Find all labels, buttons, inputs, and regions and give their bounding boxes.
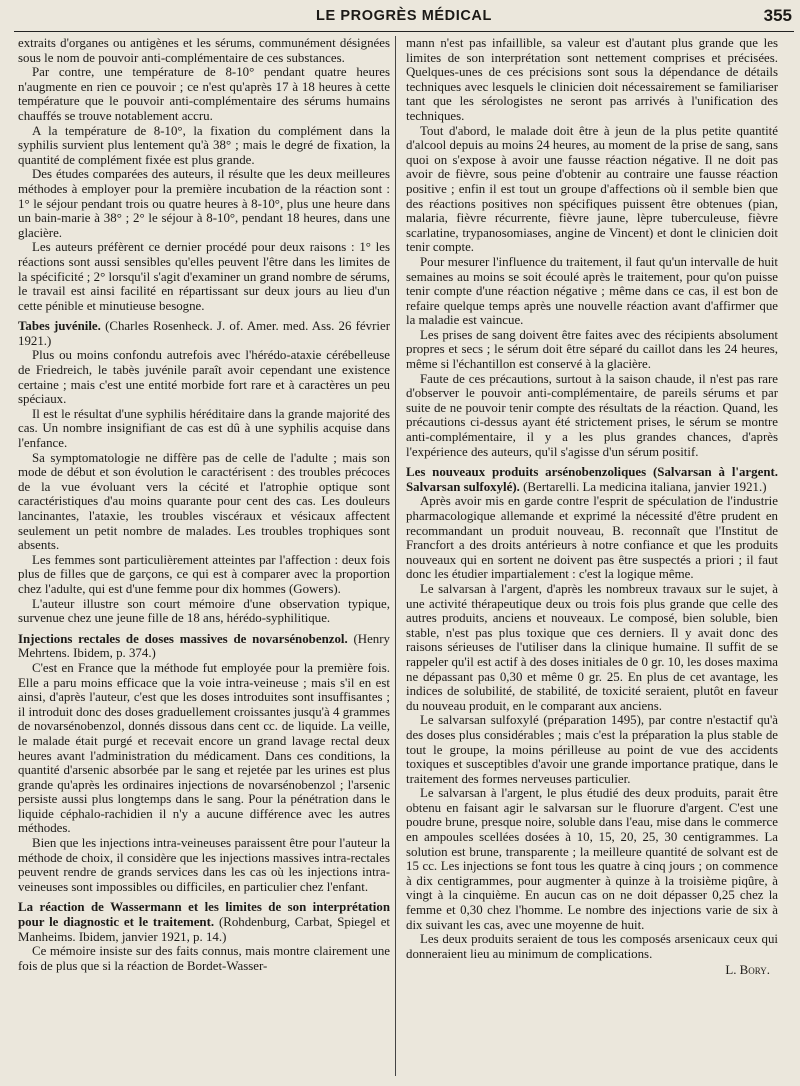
paragraph: Par contre, une température de 8-10° pendant quatre heures n'augmente en rien ce pouvoir ; ce n'est qu'après 17 à 18 heures à cette température que le pouvoir anti-complémentaire des sérums humains chauffés se trouve notablement accru. (18, 65, 390, 123)
article-title: Injections rectales de doses massives de novarsénobenzol. (18, 631, 348, 646)
column-divider (395, 36, 396, 1076)
paragraph: L'auteur illustre son court mémoire d'une observation typique, survenue chez une jeune fille de 18 ans, hérédo-syphilitique. (18, 596, 390, 626)
paragraph: Le salvarsan à l'argent, d'après les nombreux travaux sur le sujet, à une activité thérapeutique deux ou trois fois plus grande que celle des autres produits, anciens et nouveaux. Le composé, bien soluble, bien stable, n'est pas plus toxique que ces derniers. Il y avait donc des raisons sérieuses de l'utiliser dans la clinique humaine. Il suffit de se rappeler qu'il est actif à des doses initiales de 0 gr. 10, les doses maxima ne dépassant pas 0,30 et même 0 gr. 25. En plus de cet avantage, les indices de solubilité, de stabilité, de toxicité seraient, plutôt en faveur du nouveau produit, en le comparant aux anciens. (406, 581, 778, 713)
paragraph: C'est en France que la méthode fut employée pour la première fois. Elle a paru moins efficace que la voie intra-veineuse ; mais s'il en est ainsi, d'après l'auteur, c'est que les doses introduites sont insuffisantes ; il introduit donc des doses graduellement croissantes jusqu'à 4 grammes de novarsénobenzol, donnés dissous dans cent cc. de liquide. La veille, le malade était purgé et recevait encore un grand lavage rectal deux heures avant l'administration du médicament. Dans ces conditions, la quantité d'arsenic absorbée par le sang et rejetée par les urines est plus grande qu'après les ordinaires injections de novarsénobenzol ; l'arsenic persiste aussi plus longtemps dans le sang. Pour la pénétration dans le liquide céphalo-rachidien il n'y a aucune différence avec les autres méthodes. (18, 660, 390, 836)
article-reaction-wassermann (18, 900, 390, 973)
paragraph: Tout d'abord, le malade doit être à jeun de la plus petite quantité d'alcool depuis au moins 24 heures, au moment de la prise de sang, sans quoi on s'expose à avoir une fausse réaction négative. Il ne doit pas avoir de fièvre, sous peine d'obtenir au contraire une fausse réaction positive ; enfin il est tout un groupe d'affections où il semble bien que des réactions positives non spécifiques puissent être obtenues (pian, malaria, fièvre récurrente, fièvre jaune, lèpre tuberculeuse, fièvre scarlatine, trypanosomiases, angine de Vincent) et dont le clinicien doit tenir compte. (406, 123, 778, 255)
paragraph: Les femmes sont particulièrement atteintes par l'affection : deux fois plus de filles que de garçons, ce qui est à comparer avec la proportion chez l'adulte, qui est d'une femme pour dix hommes (Gowers). (18, 552, 390, 596)
paragraph: Le salvarsan sulfoxylé (préparation 1495), par contre n'estactif qu'à des doses plus considérables ; mais c'est la préparation la plus stable de tout le groupe, la moins périlleuse au point de vue des accidents toxiques et susceptibles d'avoir une grande importance pratique, dans le traitement des formes nerveuses particulier. (406, 713, 778, 786)
paragraph: Les prises de sang doivent être faites avec des récipients absolument propres et secs ; le sérum doit être séparé du caillot dans les 24 heures, même si l'échantillon est conservé à la glacière. (406, 327, 778, 372)
paragraph: Pour mesurer l'influence du traitement, il faut qu'un intervalle de huit semaines au moins se soit écoulé après le traitement, pour qu'on puisse tenir compte d'une réaction négative ; même dans ce cas, il est bon de refaire quelque temps après une nouvelle réaction avant d'affirmer que la maladie est vaincue. (406, 254, 778, 328)
paragraph: Après avoir mis en garde contre l'esprit de spéculation de l'industrie pharmacologique allemande et exprimé la nécessité d'être prudent en recommandant un produit nouveau, B. reconnaît que l'Institut de Francfort a des droits antérieurs à notre confiance et que les produits nouveaux qui en sortent ne doivent pas être suspectés a priori ; il faut donc les étudier impartialement : c'est la logique même. (406, 494, 778, 582)
paragraph: Le salvarsan à l'argent, le plus étudié des deux produits, parait être obtenu en faisant agir le salvarsan sur le fluorure d'argent. C'est une poudre brune, presque noire, soluble dans l'eau, mise dans le commerce en ampoules scellées dosées à 10, 15, 20, 25, 30 centigrammes. La solution est brune, transparente ; la meilleure quantité de solvant est de 15 cc. Les injections se font tous les quatre à cinq jours ; on commence à dix centigrammes, pour augmenter à quinze à la troisième piqûre, à vingt à la cinquième. En aucun cas on ne doit dépasser 0,25 chez la femme et 0,30 chez l'homme. Le nombre des injections varie de six à dix suivant les cas, avec une moyenne de huit. (406, 786, 778, 932)
article-salvarsan (406, 465, 778, 978)
paragraph: Des études comparées des auteurs, il résulte que les deux meilleures méthodes à employer pour la première incubation de la réaction sont : 1° le séjour pendant trois ou quatre heures à 8-10°, plus une heure dans un bain-marie à 38° ; 2° le séjour à 8-10°, pendant 18 heures, dans une glacière. (18, 167, 390, 240)
page-header (14, 6, 794, 32)
paragraph: Bien que les injections intra-veineuses paraissent être pour l'auteur la méthode de choix, il considère que les injections massives intra-rectales peuvent rendre de grands services dans les cas où les injections intra-veineuses sont impossibles ou difficiles, en particulier chez l'enfant. (18, 836, 390, 894)
paragraph: A la température de 8-10°, la fixation du complément dans la syphilis survient plus lentement qu'à 38° ; mais le degré de fixation, la quantité de complément fixée est plus grande. (18, 123, 390, 167)
paragraph: Sa symptomatologie ne diffère pas de celle de l'adulte ; mais son mode de début et son évolution le caractérisent : des troubles précoces de la vue évoluant vers la cécité et l'atrophie optique sont caractéristiques d'au moins quarante pour cent des cas. Les douleurs lancinantes, l'ataxie, les troubles viscéraux et vésicaux affectent seulement un petit nombre de malades. Les troubles trophiques sont absents. (18, 450, 390, 553)
paragraph: mann n'est pas infaillible, sa valeur est d'autant plus grande que les limites de son interprétation sont nettement comprises et précisées. Quelques-unes de ces précisions sont sous la dépendance de détails techniques avec lesquels le clinicien doit nécessairement se familiariser tant que les sérologistes ne seront pas arrivés à l'unification des techniques. (406, 36, 778, 123)
article-reference: (Charles Rosenheck. J. of. Amer. med. Ass. 26 février 1921.) (18, 319, 390, 348)
page-number: 355 (763, 6, 792, 25)
paragraph: Plus ou moins confondu autrefois avec l'hérédo-ataxie cérébelleuse de Friedreich, le tabès juvénile paraît avoir cependant une existence certaine ; mais c'est une entité morbide fort rare et à caractères un peu spéciaux. (18, 348, 390, 407)
left-column (18, 36, 390, 1082)
paragraph: Ce mémoire insiste sur des faits connus, mais montre clairement une fois de plus que si la réaction de Bordet-Wasser- (18, 944, 390, 973)
article-reference: (Henry Mehrtens. Ibidem, p. 374.) (18, 631, 390, 661)
right-column (406, 36, 778, 1082)
article-title: Les nouveaux produits arsénobenzoliques (Salvarsan à l'argent. Salvarsan sulfoxylé). (406, 465, 778, 494)
article-tabes-juvenile (18, 319, 390, 625)
paragraph: extraits d'organes ou antigènes et les sérums, communément désignées sous le nom de pouvoir anti-complémentaire de ces substances. (18, 36, 390, 65)
paragraph: Les auteurs préfèrent ce dernier procédé pour deux raisons : 1° les réactions sont aussi sensibles qu'elles peuvent l'être dans les limites de la spécificité ; 2° lorsqu'il s'agit d'examiner un grand nombre de sérums, le travail est ainsi facilité en répartissant sur deux jours au lieu d'un cette pénible et minutieuse besogne. (18, 240, 390, 313)
paragraph: Les deux produits seraient de tous les composés arsenicaux ceux qui donneraient lieu au minimum de complications. (406, 932, 778, 961)
article-injections-rectales (18, 632, 390, 895)
article-title: Tabes juvénile. (18, 319, 101, 334)
article-reference: (Bertarelli. La medicina italiana, janvier 1921.) (523, 479, 767, 494)
article-title: La réaction de Wassermann et les limites de son interprétation pour le diagnostic et le traitement. (18, 900, 390, 930)
paragraph: Il est le résultat d'une syphilis héréditaire dans la grande majorité des cas. Un nombre insignifiant de cas est dû à une syphilis acquise dans l'enfance. (18, 406, 390, 451)
article-reference: (Rohdenburg, Carbat, Spiegel et Manheims. Ibidem, janvier 1921, p. 14.) (18, 915, 391, 944)
journal-title: LE PROGRÈS MÉDICAL (316, 8, 492, 24)
author-signature: L. Bory. (725, 963, 770, 978)
paragraph: Faute de ces précautions, surtout à la saison chaude, il n'est pas rare d'observer le pouvoir anti-complémentaire, de pareils sérums et par suite de ne pouvoir tenir compte des résultats de la réaction. Quand, les précautions ci-dessus ayant été strictement prises, le sérum se montre anti-complémentaire, il y a les plus grandes chances, d'après l'expérience des auteurs, qu'il s'agisse d'un sérum positif. (406, 371, 778, 459)
